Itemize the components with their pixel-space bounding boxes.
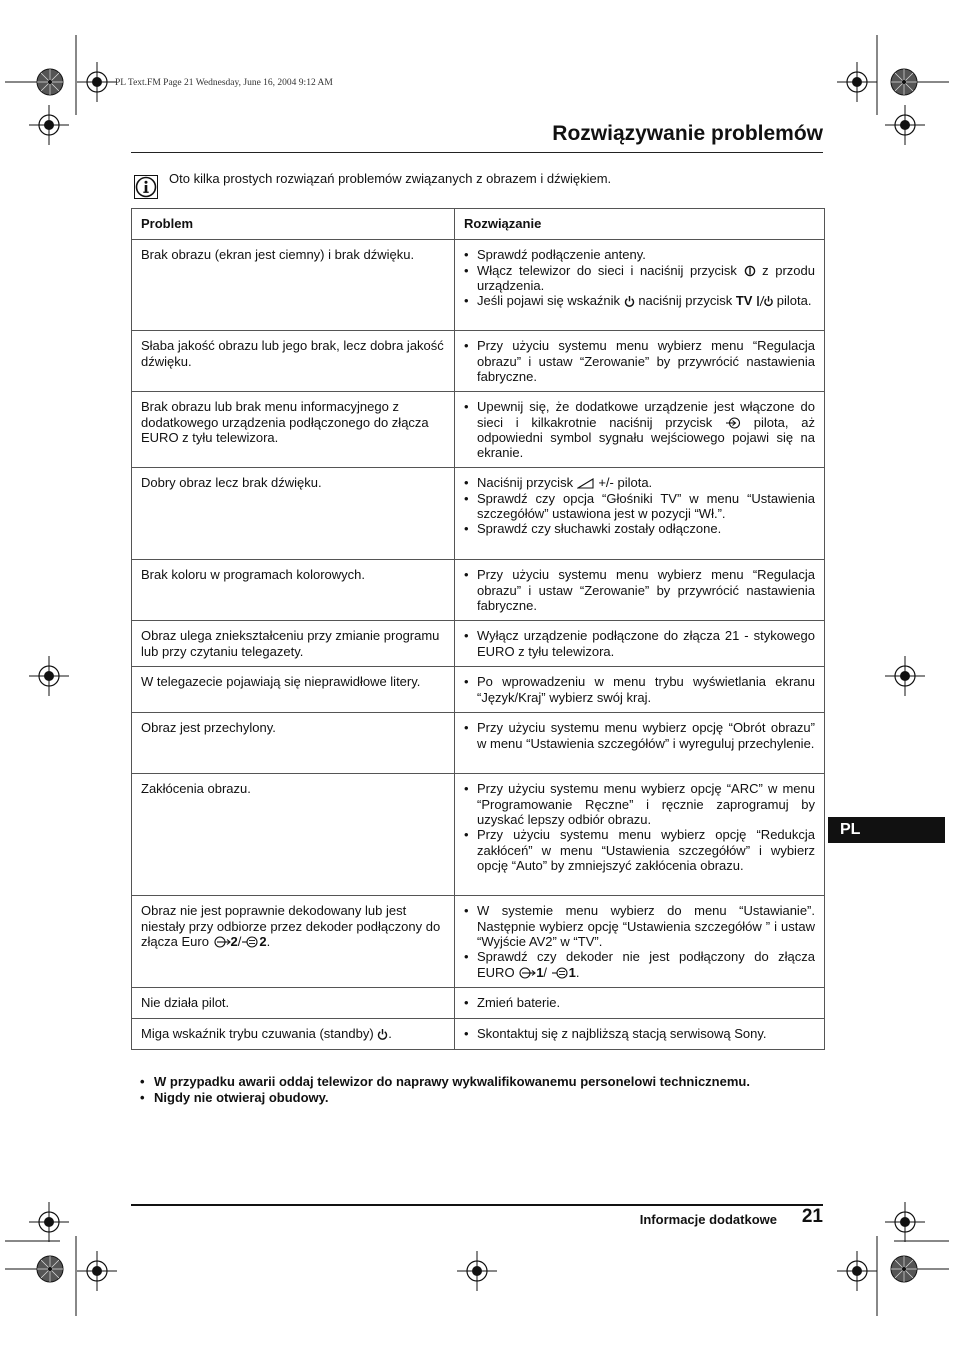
solution-cell (455, 560, 825, 621)
solution-text: +/- pilota. (598, 475, 653, 491)
problem-cell: Dobry obraz lecz brak dźwięku. (132, 468, 455, 560)
problem-cell: Obraz ulega zniekształceniu przy zmianie programu lub przy czytaniu telegazety. (132, 621, 455, 667)
period: . (266, 934, 271, 950)
tv-button-label: TV (735, 293, 753, 309)
solution-cell (455, 713, 825, 774)
standby-icon (624, 295, 635, 307)
solution-item: • Przy użyciu systemu menu wybierz opcję “Redukcja zakłóceń” w menu “Ustawienia szczegółów” i wybierz opcję “Auto” by zmniejszyć zakłócenia obrazu. (464, 827, 815, 873)
footer-divider (131, 1204, 823, 1206)
volume-icon (577, 478, 595, 489)
warning-item: • W przypadku awarii oddaj telewizor do naprawy wykwalifikowanemu personelowi technicznemu. (140, 1074, 750, 1090)
solution-item: • Po wprowadzeniu w menu trybu wyświetlania ekranu “Język/Kraj” wybierz swój kraj. (464, 674, 815, 705)
connector-number: 1 (568, 964, 576, 980)
standby-icon (377, 1028, 388, 1040)
language-tab: PL (828, 817, 945, 843)
solution-item: • Zmień baterie. (464, 995, 815, 1010)
solution-item: • Sprawdź czy opcja “Głośniki TV” w menu “Ustawienia szczegółów” ustawiona jest w pozycji “Wł.”. (464, 491, 815, 522)
column-header-solution: Rozwiązanie (455, 209, 825, 240)
main-power-icon (744, 265, 756, 277)
solution-item (464, 475, 815, 490)
troubleshooting-table (131, 208, 825, 1050)
solution-cell (455, 240, 825, 331)
table-row (132, 240, 825, 331)
separator: / (237, 934, 242, 950)
solution-cell (455, 774, 825, 896)
solution-text: Jeśli pojawi się wskaźnik (477, 293, 621, 309)
table-row (132, 560, 825, 621)
solution-cell (455, 621, 825, 667)
solution-item: • Skontaktuj się z najbliższą stacją serwisową Sony. (464, 1026, 815, 1041)
solution-cell (455, 896, 825, 987)
table-row (132, 774, 825, 896)
solution-text: naciśnij przycisk (638, 293, 733, 309)
solution-cell (455, 667, 825, 713)
table-row (132, 987, 825, 1018)
column-header-problem: Problem (132, 209, 455, 240)
solution-item (464, 263, 815, 294)
solution-text: Sprawdź czy dekoder nie jest podłączony do złącza EURO (477, 949, 815, 980)
solution-text: z przodu urządzenia. (477, 262, 815, 293)
separator: / (543, 964, 548, 980)
table-row (132, 667, 825, 713)
solution-cell (455, 1018, 825, 1049)
warning-list (140, 1074, 750, 1106)
title-divider (131, 152, 823, 153)
problem-cell: Brak koloru w programach kolorowych. (132, 560, 455, 621)
problem-text: Obraz nie jest poprawnie dekodowany lub jest niestały przy odbiorze przez dekoder podłączony do złącza Euro (141, 903, 441, 950)
connector-number: 2 (259, 934, 267, 950)
solution-text: Upewnij się, że dodatkowe urządzenie jest włączone do sieci i kilkakrotnie naciśnij przycisk (477, 399, 815, 430)
solution-item: • Sprawdź podłączenie anteny. (464, 247, 815, 262)
table-row (132, 1018, 825, 1049)
intro-text: Oto kilka prostych rozwiązań problemów związanych z obrazem i dźwiękiem. (169, 171, 612, 186)
solution-item: • Przy użyciu systemu menu wybierz opcję “Obrót obrazu” w menu “Ustawienia szczegółów” i wyreguluj przechylenie. (464, 720, 815, 751)
warning-item: • Nigdy nie otwieraj obudowy. (140, 1090, 750, 1106)
solution-cell (455, 468, 825, 560)
table-row (132, 392, 825, 468)
solution-item: • W systemie menu wybierz do menu “Ustawianie”. Następnie wybierz opcję “Ustawienia szczegółów ” i ustaw “Wyjście AV2” w “TV”. (464, 903, 815, 949)
solution-item: • Przy użyciu systemu menu wybierz opcję “ARC” w menu “Programowanie Ręczne” i ręcznie zaprogramuj by uzyskać lepszy odbiór obrazu. (464, 781, 815, 827)
table-row (132, 468, 825, 560)
problem-cell: Słaba jakość obrazu lub jego brak, lecz dobra jakość dźwięku. (132, 331, 455, 392)
euro-input-icon (213, 936, 231, 948)
connector-number: 1 (536, 964, 544, 980)
period: . (575, 964, 580, 980)
page-title: Rozwiązywanie problemów (552, 122, 823, 145)
period: . (388, 1025, 392, 1041)
file-header: PL Text.FM Page 21 Wednesday, June 16, 2004 9:12 AM (115, 78, 333, 88)
problem-cell: Obraz jest przechylony. (132, 713, 455, 774)
problem-cell: Zakłócenia obrazu. (132, 774, 455, 896)
solution-text: pilota. (776, 293, 812, 309)
solution-text: Naciśnij przycisk (477, 475, 574, 491)
solution-item (464, 949, 815, 980)
solution-text: Włącz telewizor do sieci i naciśnij przycisk (477, 262, 737, 278)
tv-power-standby-icon (756, 295, 773, 307)
solution-cell (455, 331, 825, 392)
problem-cell: W telegazecie pojawiają się nieprawidłowe litery. (132, 667, 455, 713)
euro-output-icon (241, 936, 259, 948)
solution-cell (455, 987, 825, 1018)
table-row (132, 713, 825, 774)
problem-cell: Nie działa pilot. (132, 987, 455, 1018)
problem-cell (132, 896, 455, 987)
solution-item: • Przy użyciu systemu menu wybierz menu “Regulacja obrazu” i ustaw “Zerowanie” by przywrócić nastawienia fabryczne. (464, 338, 815, 384)
euro-output-icon (551, 967, 569, 979)
table-row (132, 621, 825, 667)
problem-cell: Brak obrazu (ekran jest ciemny) i brak dźwięku. (132, 240, 455, 331)
solution-cell (455, 392, 825, 468)
input-select-icon (725, 417, 741, 429)
euro-input-icon (518, 967, 536, 979)
solution-item (464, 399, 815, 460)
footer-section-label: Informacje dodatkowe (639, 1212, 777, 1227)
solution-item: • Wyłącz urządzenie podłączone do złącza 21 - stykowego EURO z tyłu telewizora. (464, 628, 815, 659)
page-number: 21 (801, 1206, 823, 1227)
solution-item (464, 293, 815, 308)
problem-cell: Brak obrazu lub brak menu informacyjnego z dodatkowego urządzenia podłączonego do złącza EURO z tyłu telewizora. (132, 392, 455, 468)
solution-item: • Sprawdź czy słuchawki zostały odłączone. (464, 521, 815, 536)
info-icon (134, 175, 158, 199)
table-header-row (132, 209, 825, 240)
table-row (132, 331, 825, 392)
solution-item: • Przy użyciu systemu menu wybierz menu “Regulacja obrazu” i ustaw “Zerowanie” by przywrócić nastawienia fabryczne. (464, 567, 815, 613)
problem-cell (132, 1018, 455, 1049)
connector-number: 2 (230, 934, 238, 950)
table-row (132, 896, 825, 987)
problem-text: Miga wskaźnik trybu czuwania (standby) (141, 1025, 374, 1041)
solution-text: pilota, aż odpowiedni symbol sygnału wejściowego pojawi się na ekranie. (477, 414, 815, 461)
